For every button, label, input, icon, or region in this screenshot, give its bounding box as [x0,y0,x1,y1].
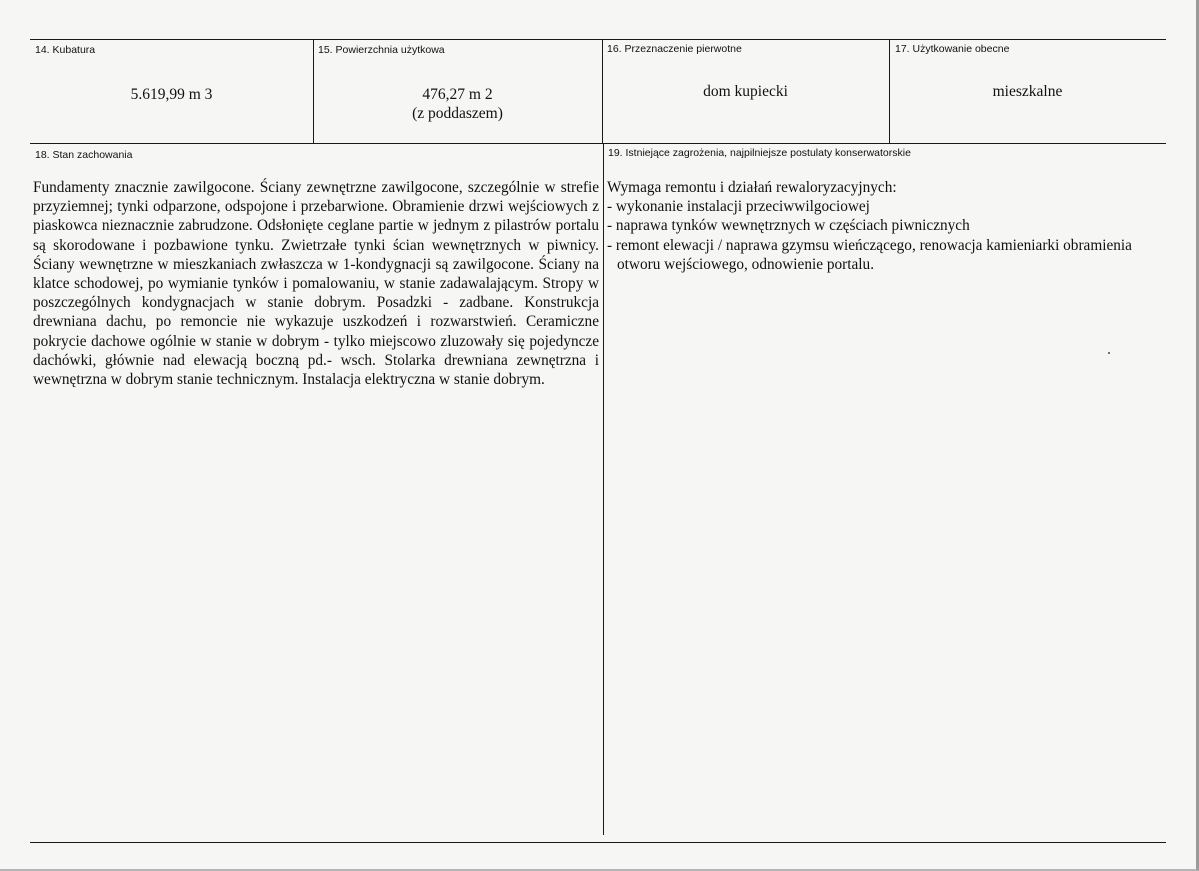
divider-18-19 [603,143,604,835]
field-18-label: 18. Stan zachowania [35,149,133,161]
field-15-label: 15. Powierzchnia użytkowa [318,44,445,56]
field-16-value: dom kupiecki [703,83,788,100]
field-19-item: - wykonanie instalacji przeciwwilgociowej [607,198,870,216]
field-17-value: mieszkalne [992,83,1063,100]
row1-bottom-rule [30,143,1166,144]
field-14-label: 14. Kubatura [35,44,96,56]
top-rule [30,39,1166,40]
bottom-rule [30,842,1166,843]
field-16-label: 16. Przeznaczenie pierwotne [607,43,742,55]
field-19-item: otworu wejściowego, odnowienie portalu. [617,255,875,273]
field-15-value-line2: (z poddaszem) [412,105,503,122]
field-17-label: 17. Użytkowanie obecne [895,43,1010,55]
field-18-text: Fundamenty znacznie zawilgocone. Ściany zewnętrzne zawilgocone, szczególnie w strefie przyziemnej; tynki odparzone, odspojone i przebarwione. Obramienie drzwi wejściowych z piaskowca nieznacznie zabrudzone. Odsłonięte ceglane partie w jednym z pilastrów portalu są skorodowane i pozbawione tynku. Zwietrzałe tynki ścian wewnętrznych w piwnicy. Ściany wewnętrzne w mieszkaniach zwłaszcza w 1-kondygnacji są zawilgocone. Ściany na klatce schodowej, po wymianie tynków i pomalowaniu, w stanie zadawalającym. Stropy w poszczególnych kondygnacjach w stanie dobrym. Posadzki - zadbane. Konstrukcja drewniana dachu, po remoncie nie wykazuje uszkodzeń i rozwarstwień. Ceramiczne pokrycie dachowe ogólnie w stanie w dobrym - tylko miejscowo zluzowały się pojedyncze dachówki, głównie nad elewacją boczną pd.- wsch. Stolarka drewniana zewnętrzna i wewnętrzna w dobrym stanie technicznym. Instalacja elektryczna w stanie dobrym. [33,179,599,389]
scan-speck [1108,352,1110,354]
field-19-text [607,178,1167,274]
field-19-item: - naprawa tynków wewnętrznych w częściach piwnicznych [607,217,970,235]
field-19-label: 19. Istniejące zagrożenia, najpilniejsze postulaty konserwatorskie [608,147,911,159]
field-19-item: - remont elewacji / naprawa gzymsu wieńczącego, renowacja kamieniarki obramienia [607,236,1132,254]
field-15-value [313,85,602,123]
field-19-intro: Wymaga remontu i działań rewaloryzacyjnych: [607,179,897,196]
field-14-value: 5.619,99 m 3 [130,86,213,103]
field-15-value-line1: 476,27 m 2 [422,86,493,103]
